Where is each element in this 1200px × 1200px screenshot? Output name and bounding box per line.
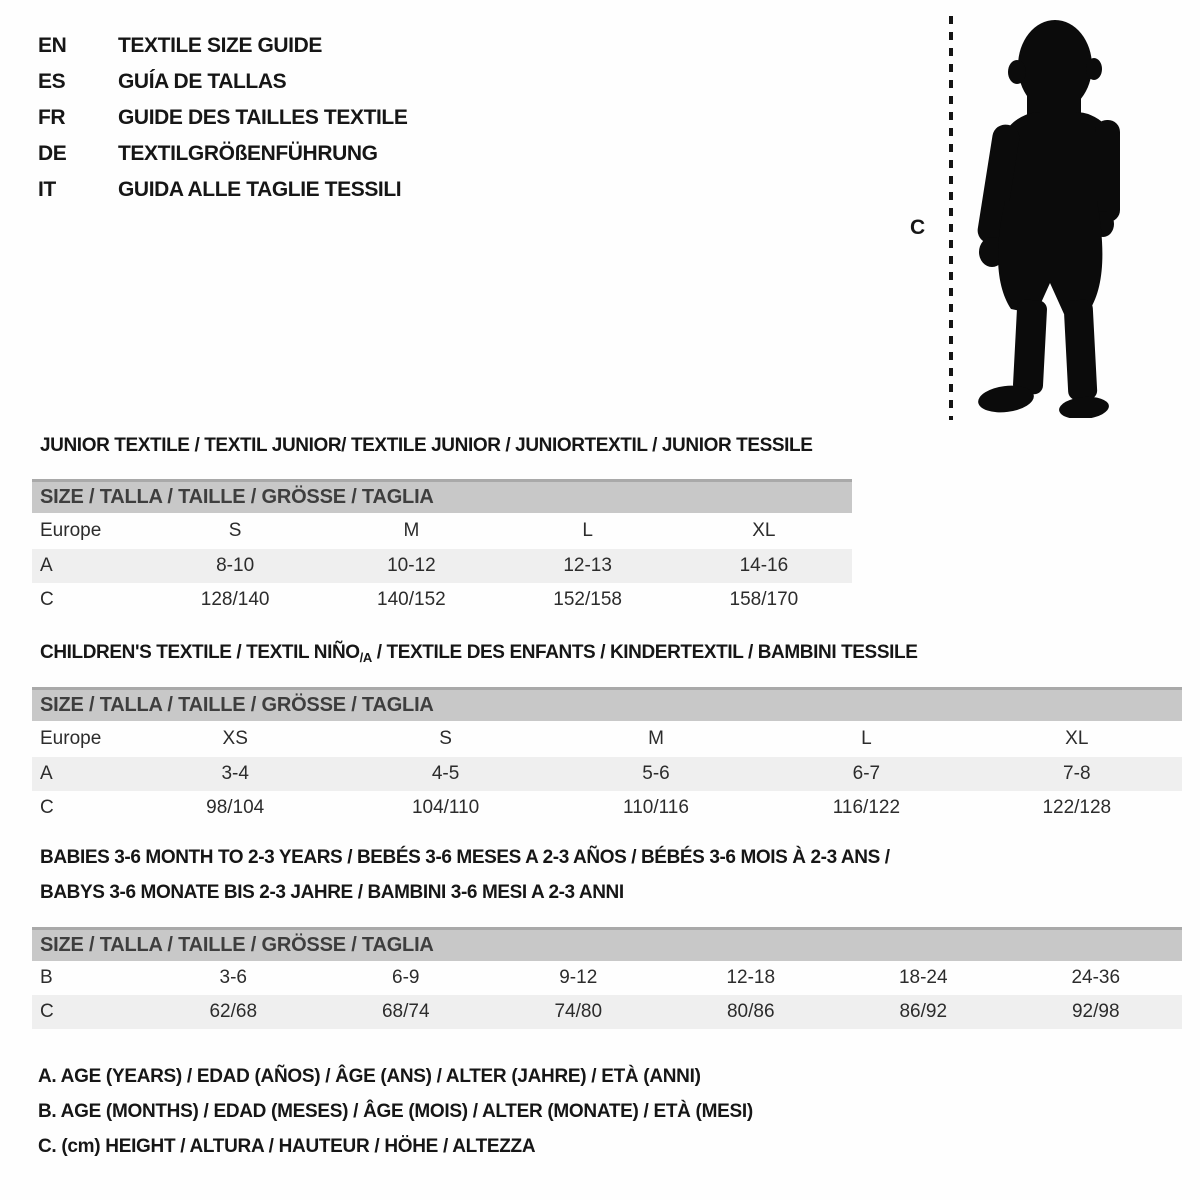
value-cell: 80/86 [726,1001,775,1022]
children-title-sub: /A [359,650,372,665]
value-cell: 3-4 [221,763,249,784]
value-cell: 8-10 [216,555,255,576]
value-cell: 62/68 [209,1001,258,1022]
value-cell: 18-24 [898,967,948,988]
junior-age-row [32,549,852,583]
size-cell: XS [222,728,248,749]
region-label: Europe [40,520,102,541]
children-size-table [32,687,1182,825]
children-section-title [40,642,917,665]
value-cell: 152/158 [553,589,622,610]
children-title-part2: / TEXTILE DES ENFANTS / KINDERTEXTIL / BAMBINI TESSILE [371,642,918,663]
value-cell: 9-12 [559,967,598,988]
value-cell: 158/170 [729,589,799,610]
value-cell: 3-6 [219,967,247,988]
value-cell: 92/98 [1071,1001,1120,1022]
babies-age-row [32,961,1182,995]
junior-size-header: SIZE / TALLA / TAILLE / GRÖSSE / TAGLIA [32,479,852,513]
babies-section-title [40,840,890,910]
lang-title-de: TEXTILGRÖßENFÜHRUNG [118,142,378,165]
size-cell: L [582,520,593,541]
value-cell: 12-13 [563,555,612,576]
value-cell: 68/74 [381,1001,430,1022]
legend-line-b: B. AGE (MONTHS) / EDAD (MESES) / ÂGE (MOIS) / ALTER (MONATE) / ETÀ (MESI) [38,1101,753,1122]
children-height-row [32,791,1182,825]
junior-size-table [32,479,852,617]
children-title-part1: CHILDREN'S TEXTILE / TEXTIL NIÑO [40,642,360,663]
measure-legend [38,1059,753,1164]
value-cell: 6-7 [852,763,881,784]
babies-height-row [32,995,1182,1029]
children-size-header: SIZE / TALLA / TAILLE / GRÖSSE / TAGLIA [32,687,1182,721]
row-label: C [40,589,54,610]
region-label: Europe [40,728,102,749]
lang-title-es: GUÍA DE TALLAS [118,70,287,93]
junior-europe-row [32,513,852,549]
toddler-silhouette-icon [963,18,1135,418]
lang-code-it: IT [38,178,56,201]
value-cell: 4-5 [431,763,460,784]
value-cell: 10-12 [387,555,436,576]
children-age-row [32,757,1182,791]
value-cell: 128/140 [200,589,270,610]
height-measure-label: C [910,216,926,239]
value-cell: 116/122 [832,797,901,818]
lang-title-it: GUIDA ALLE TAGLIE TESSILI [118,178,402,201]
language-title-list [38,28,407,208]
children-europe-row [32,721,1182,757]
legend-line-a: A. AGE (YEARS) / EDAD (AÑOS) / ÂGE (ANS) / ALTER (JAHRE) / ETÀ (ANNI) [38,1066,701,1087]
size-cell: L [861,728,872,749]
size-cell: XL [1065,728,1089,749]
junior-section-title: JUNIOR TEXTILE / TEXTIL JUNIOR/ TEXTILE JUNIOR / JUNIORTEXTIL / JUNIOR TESSILE [40,435,813,456]
legend-line-c: C. (cm) HEIGHT / ALTURA / HAUTEUR / HÖHE / ALTEZZA [38,1136,536,1157]
row-label: A [40,763,53,784]
row-label: A [40,555,53,576]
babies-title-line2: BABYS 3-6 MONATE BIS 2-3 JAHRE / BAMBINI 3-6 MESI A 2-3 ANNI [40,882,624,903]
value-cell: 110/116 [623,797,689,818]
lang-title-en: TEXTILE SIZE GUIDE [118,34,322,57]
size-cell: XL [752,520,776,541]
babies-size-header: SIZE / TALLA / TAILLE / GRÖSSE / TAGLIA [32,927,1182,961]
babies-title-line1: BABIES 3-6 MONTH TO 2-3 YEARS / BEBÉS 3-6 MESES A 2-3 AÑOS / BÉBÉS 3-6 MOIS À 2-3 ANS / [40,847,890,868]
value-cell: 6-9 [392,967,420,988]
junior-height-row [32,583,852,617]
value-cell: 14-16 [739,555,789,576]
value-cell: 7-8 [1063,763,1091,784]
size-cell: M [648,728,664,749]
babies-size-table [32,927,1182,1029]
size-cell: S [228,520,242,541]
row-label: C [40,1001,54,1022]
value-cell: 74/80 [554,1001,603,1022]
value-cell: 86/92 [899,1001,948,1022]
size-cell: S [439,728,452,749]
lang-code-es: ES [38,70,66,93]
value-cell: 5-6 [642,763,670,784]
row-label: C [40,797,54,818]
value-cell: 98/104 [206,797,265,818]
size-cell: M [403,520,420,541]
value-cell: 12-18 [726,967,776,988]
lang-code-fr: FR [38,106,66,129]
row-label: B [40,967,53,988]
lang-code-de: DE [38,142,67,165]
value-cell: 122/128 [1042,797,1112,818]
height-dashed-line [949,16,953,420]
value-cell: 104/110 [411,797,480,818]
lang-title-fr: GUIDE DES TAILLES TEXTILE [118,106,408,129]
value-cell: 24-36 [1071,967,1121,988]
lang-code-en: EN [38,34,67,57]
value-cell: 140/152 [377,589,446,610]
